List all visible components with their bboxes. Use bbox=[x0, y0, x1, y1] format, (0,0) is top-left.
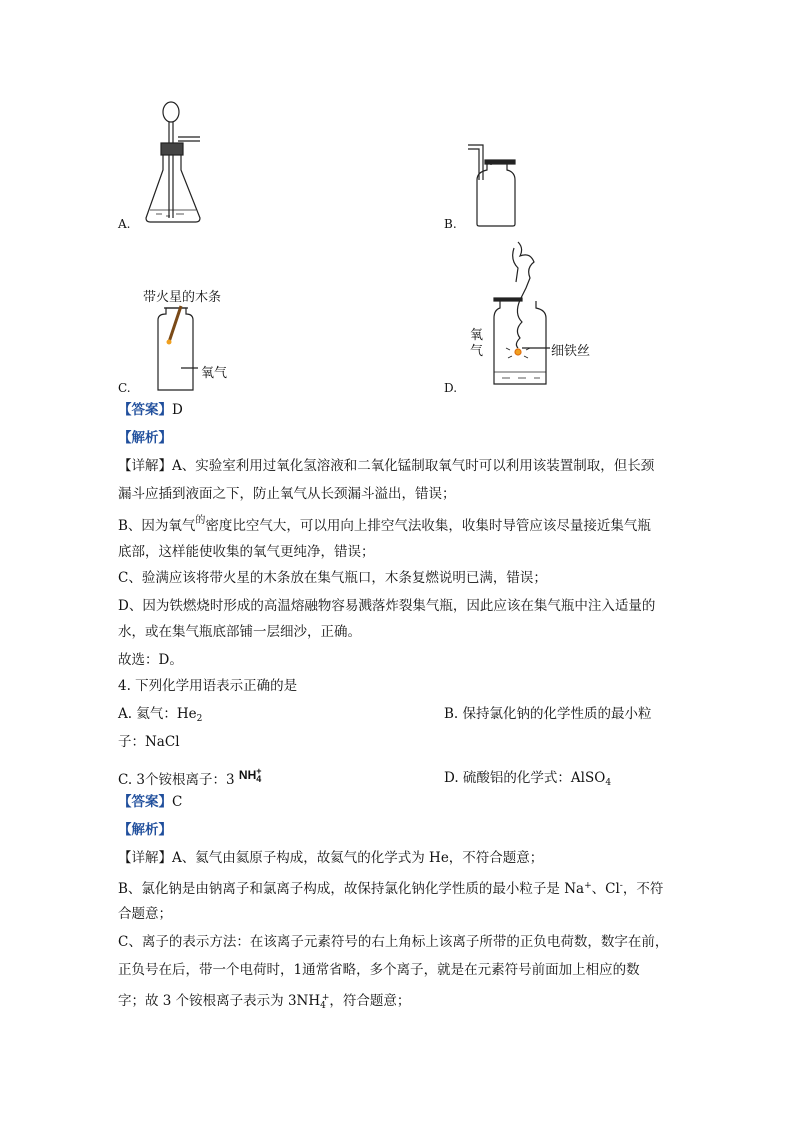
q4-b-line1-mid: 、Cl bbox=[591, 881, 620, 897]
figure-d-gas-label-2: 气 bbox=[470, 344, 484, 359]
q4-c-line3-sup: + bbox=[321, 993, 330, 1003]
q4-c-line3-part1: 字；故 3 个铵根离子表示为 3NH bbox=[118, 993, 321, 1009]
q4-b-line1-sup2: - bbox=[619, 881, 623, 891]
q4-answer-tag: 【答案】 bbox=[118, 794, 172, 810]
figure-c-label: C. bbox=[118, 381, 131, 395]
q4-analysis-tag: 【解析】 bbox=[118, 822, 172, 838]
q4-option-a-sub: 2 bbox=[196, 714, 203, 724]
iron-wire-burning-icon bbox=[490, 238, 560, 388]
q4-c-line3-part2: ，符合题意； bbox=[329, 993, 411, 1009]
q3-analysis-tag: 【解析】 bbox=[118, 430, 172, 446]
q4-option-c-formula-sup: + bbox=[256, 766, 262, 776]
q4-b-line1-part2: ，不符 bbox=[622, 881, 664, 897]
q4-a-line bbox=[118, 848, 543, 868]
q3-d-line2: 水，或在集气瓶底部铺一层细沙，正确。 bbox=[118, 624, 361, 640]
q4-detail-tag: 【详解】 bbox=[118, 850, 172, 866]
q4-option-b-line2: 子：NaCl bbox=[118, 734, 180, 750]
q4-option-c-text: C. 3个铵根离子：3 bbox=[118, 772, 235, 788]
figure-a bbox=[118, 100, 228, 230]
q4-option-a bbox=[118, 704, 202, 729]
q4-c-line3 bbox=[118, 988, 410, 1016]
figure-c bbox=[148, 302, 248, 392]
q3-b-line1-part2: 密度比空气大，可以用向上排空气法收集，收集时导管应该尽量接近集气瓶 bbox=[205, 518, 651, 534]
q3-answer bbox=[118, 400, 183, 420]
q4-option-c-formula-base: NH bbox=[238, 768, 257, 782]
q4-b-line1-part1: B、氯化钠是由钠离子和氯离子构成，故保持氯化钠化学性质的最小粒子是 Na bbox=[118, 881, 585, 897]
q4-option-d-sub: 4 bbox=[605, 778, 612, 788]
q3-b-line1-part1: B、因为氧气 bbox=[118, 518, 196, 534]
q4-option-d bbox=[444, 768, 611, 793]
q4-option-c-formula bbox=[239, 768, 262, 782]
figure-c-stick-label: 带火星的木条 bbox=[143, 290, 222, 305]
q3-answer-value: D bbox=[172, 402, 183, 418]
figure-d-label: D. bbox=[444, 381, 458, 395]
figure-c-gas-label: 氧气 bbox=[201, 366, 228, 381]
q4-b-line1-sup1: + bbox=[584, 881, 592, 891]
q4-c-line3-sub: 4 bbox=[320, 1001, 326, 1011]
q4-option-b-line1: B. 保持氯化钠的化学性质的最小粒 bbox=[444, 706, 652, 722]
figure-a-label: A. bbox=[118, 217, 131, 231]
q3-answer-tag: 【答案】 bbox=[118, 402, 172, 418]
q3-d-line1: D、因为铁燃烧时形成的高温熔融物容易溅落炸裂集气瓶，因此应该在集气瓶中注入适量的 bbox=[118, 598, 656, 614]
q3-a-line2: 漏斗应插到液面之下，防止氧气从长颈漏斗溢出，错误； bbox=[118, 486, 456, 502]
q4-option-c bbox=[118, 766, 262, 794]
q4-option-a-text: A. 氦气：He bbox=[118, 706, 197, 722]
q4-stem: 4. 下列化学用语表示正确的是 bbox=[118, 678, 298, 694]
q3-b-line1-mark: 的 bbox=[195, 515, 206, 526]
q4-option-c-formula-sub: 4 bbox=[256, 774, 262, 784]
q4-option-d-text: D. 硫酸铝的化学式：AlSO bbox=[444, 770, 606, 786]
q3-b-line1 bbox=[118, 516, 651, 538]
q3-b-line2: 底部，这样能使收集的氧气更纯净，错误； bbox=[118, 544, 375, 560]
gas-bottle-icon bbox=[465, 140, 525, 232]
figure-d-wire-label: 细铁丝 bbox=[551, 344, 591, 359]
figure-d-gas-label-1: 氧 bbox=[470, 328, 484, 343]
q4-c-line1: C、离子的表示方法：在该离子元素符号的右上角标上该离子所带的正负电荷数，数字在前， bbox=[118, 934, 669, 950]
q3-a-line1-text: A、实验室利用过氧化氢溶液和二氧化锰制取氧气时可以利用该装置制取，但长颈 bbox=[172, 458, 655, 474]
q4-c-line2: 正负号在后，带一个电荷时，1通常省略，多个离子，就是在元素符号前面加上相应的数 bbox=[118, 962, 640, 978]
q4-b-line1 bbox=[118, 876, 663, 899]
q3-detail-tag: 【详解】 bbox=[118, 458, 172, 474]
bottle-with-stick-icon bbox=[148, 302, 248, 392]
q4-a-line-text: A、氦气由氦原子构成，故氦气的化学式为 He，不符合题意； bbox=[172, 850, 544, 866]
figure-b-label: B. bbox=[444, 217, 457, 231]
q3-conclusion: 故选：D。 bbox=[118, 652, 183, 668]
q3-c-line: C、验满应该将带火星的木条放在集气瓶口，木条复燃说明已满，错误； bbox=[118, 570, 547, 586]
figure-b bbox=[465, 140, 525, 232]
q4-answer bbox=[118, 792, 182, 812]
flask-apparatus-icon bbox=[118, 100, 228, 230]
figure-d bbox=[490, 238, 560, 388]
q3-detail-a-line1 bbox=[118, 456, 654, 476]
q4-b-line2: 合题意； bbox=[118, 906, 172, 922]
q4-answer-value: C bbox=[172, 794, 183, 810]
